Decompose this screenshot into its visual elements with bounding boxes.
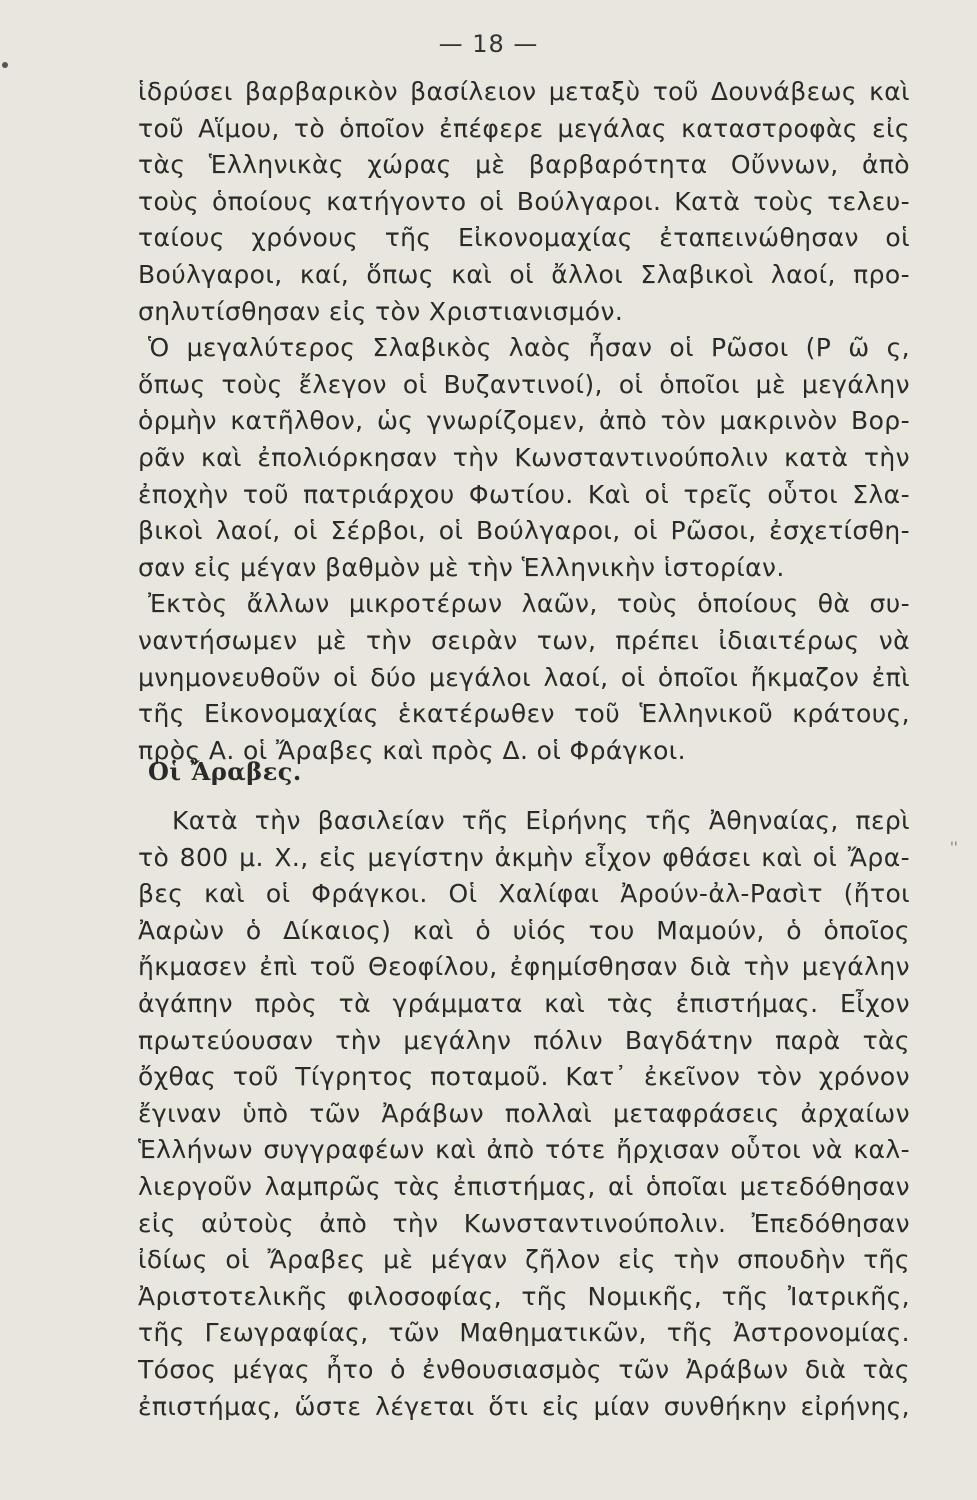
paragraph-2: [138, 330, 910, 586]
text-line: Ἀαρὼν ὁ Δίκαιος) καὶ ὁ υἱός του Μαμούν, ὁ ὁποῖος: [138, 915, 910, 945]
text-line: ἔγιναν ὑπὸ τῶν Ἀράβων πολλαὶ μεταφράσεις ἀρχαίων: [138, 1098, 910, 1128]
text-line: ὅπως τοὺς ἔλεγον οἱ Βυζαντινοί), οἱ ὁποῖοι μὲ μεγάλην: [138, 369, 910, 399]
text-line: Βούλγαροι, καί, ὅπως καὶ οἱ ἄλλοι Σλαβικοὶ λαοί, προ-: [138, 259, 910, 289]
text-line: τῆς Γεωγραφίας, τῶν Μαθηματικῶν, τῆς Ἀστρονομίας.: [138, 1318, 910, 1348]
text-line: ρᾶν καὶ ἐπολιόρκησαν τὴν Κωνσταντινούπολιν κατὰ τὴν: [138, 442, 910, 472]
text-line: ὄχθας τοῦ Τίγρητος ποταμοῦ. Κατ᾽ ἐκεῖνον τὸν χρόνον: [138, 1062, 910, 1092]
text-line: ἐπιστήμας, ὥστε λέγεται ὅτι εἰς μίαν συνθήκην εἰρήνης,: [138, 1391, 910, 1421]
text-line: Ὁ μεγαλύτερος Σλαβικὸς λαὸς ἦσαν οἱ Ρῶσοι (Ρ ῶ ς,: [148, 333, 910, 363]
text-line: Ἀριστοτελικῆς φιλοσοφίας, τῆς Νομικῆς, τῆς Ἰατρικῆς,: [138, 1281, 910, 1311]
text-line: τοῦ Αἵμου, τὸ ὁποῖον ἐπέφερε μεγάλας καταστροφὰς εἰς: [138, 113, 910, 143]
text-line: ἱδρύσει βαρβαρικὸν βασίλειον μεταξὺ τοῦ Δουνάβεως καὶ: [138, 77, 910, 106]
text-block-top: [138, 74, 910, 769]
text-line: σαν εἰς μέγαν βαθμὸν μὲ τὴν Ἑλληνικὴν ἱστορίαν.: [138, 552, 785, 582]
margin-dot: [2, 62, 8, 68]
paragraph-1: [138, 74, 910, 330]
page-number: — 18 —: [438, 30, 539, 58]
text-line: ἰδίως οἱ Ἄραβες μὲ μέγαν ζῆλον εἰς τὴν σπουδὴν τῆς: [138, 1245, 910, 1275]
text-line: τὸ 800 μ. Χ., εἰς μεγίστην ἀκμὴν εἶχον φθάσει καὶ οἱ Ἄρα-: [138, 842, 910, 872]
text-line: βικοὶ λαοί, οἱ Σέρβοι, οἱ Βούλγαροι, οἱ Ρῶσοι, ἐσχετίσθη-: [138, 516, 910, 546]
text-line: ὁρμὴν κατῆλθον, ὡς γνωρίζομεν, ἀπὸ τὸν μακρινὸν Βορ-: [138, 406, 910, 436]
text-line: ναντήσωμεν μὲ τὴν σειρὰν των, πρέπει ἰδιαιτέρως νὰ: [138, 625, 910, 655]
text-line: βες καὶ οἱ Φράγκοι. Οἱ Χαλίφαι Ἀρούν-ἀλ-Ρασὶτ (ἤτοι: [138, 879, 910, 909]
text-line: ἤκμασεν ἐπὶ τοῦ Θεοφίλου, ἐφημίσθησαν διὰ τὴν μεγάλην: [138, 952, 910, 982]
text-line: τῆς Εἰκονομαχίας ἑκατέρωθεν τοῦ Ἑλληνικοῦ κράτους,: [138, 699, 910, 729]
paragraph-4: [138, 803, 910, 1425]
text-line: ταίους χρόνους τῆς Εἰκονομαχίας ἐταπεινώθησαν οἱ: [138, 223, 910, 253]
section-heading: Οἱ Ἄραβες.: [148, 757, 302, 786]
text-line: τοὺς ὁποίους κατήγοντο οἱ Βούλγαροι. Κατὰ τοὺς τελευ-: [138, 186, 910, 216]
text-line: ἀγάπην πρὸς τὰ γράμματα καὶ τὰς ἐπιστήμας. Εἶχον: [138, 988, 910, 1018]
margin-mark: '': [950, 840, 958, 856]
text-line: λιεργοῦν λαμπρῶς τὰς ἐπιστήμας, αἱ ὁποῖαι μετεδόθησαν: [138, 1171, 910, 1201]
text-line: εἰς αὐτοὺς ἀπὸ τὴν Κωνσταντινούπολιν. Ἐπεδόθησαν: [138, 1208, 910, 1238]
text-block-bottom: [138, 803, 910, 1425]
text-line: Κατὰ τὴν βασιλείαν τῆς Εἰρήνης τῆς Ἀθηναίας, περὶ: [172, 806, 910, 835]
paragraph-3: [138, 586, 910, 769]
text-line: ἐποχὴν τοῦ πατριάρχου Φωτίου. Καὶ οἱ τρεῖς οὗτοι Σλα-: [138, 479, 910, 509]
text-line: Ἐκτὸς ἄλλων μικροτέρων λαῶν, τοὺς ὁποίους θὰ συ-: [148, 589, 910, 619]
text-line: Ἑλλήνων συγγραφέων καὶ ἀπὸ τότε ἤρχισαν οὗτοι νὰ καλ-: [138, 1135, 910, 1165]
text-line: σηλυτίσθησαν εἰς τὸν Χριστιανισμόν.: [138, 296, 624, 326]
text-line: τὰς Ἑλληνικὰς χώρας μὲ βαρβαρότητα Οὔννων, ἀπὸ: [138, 150, 910, 180]
text-line: πρὸς Α. οἱ Ἄραβες καὶ πρὸς Δ. οἱ Φράγκοι.: [138, 735, 687, 765]
text-line: πρωτεύουσαν τὴν μεγάλην πόλιν Βαγδάτην παρὰ τὰς: [138, 1025, 910, 1055]
text-line: Τόσος μέγας ἦτο ὁ ἐνθουσιασμὸς τῶν Ἀράβων διὰ τὰς: [138, 1354, 910, 1384]
text-line: μνημονευθοῦν οἱ δύο μεγάλοι λαοί, οἱ ὁποῖοι ἤκμαζον ἐπὶ: [138, 662, 910, 692]
